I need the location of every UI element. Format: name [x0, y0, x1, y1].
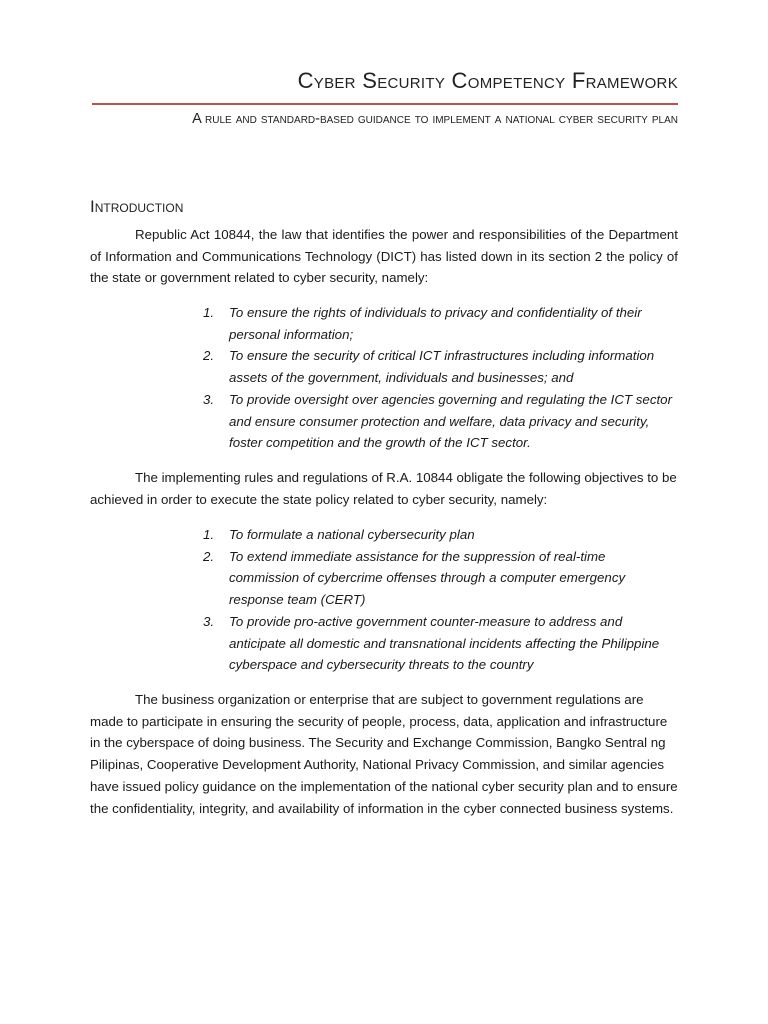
list-item-number: 2. [203, 548, 215, 564]
document-subtitle: A rule and standard-based guidance to implement a national cyber security plan [192, 111, 678, 127]
state-policy-list [203, 302, 678, 454]
list-item-number: 1. [203, 305, 215, 320]
list-item-number: 3. [203, 613, 215, 629]
list-item-text: To ensure the rights of individuals to privacy and confidentiality of their personal information; [229, 305, 642, 342]
intro-paragraph-1: Republic Act 10844, the law that identifies the power and responsibilities of the Department of Information and Communications Technology (DICT) has listed down in its section 2 the policy of the state or government related to cyber security, namely: [90, 227, 678, 286]
document-title: Cyber Security Competency Framework [297, 68, 678, 93]
list-item-number: 3. [203, 391, 215, 407]
list-item-text: To extend immediate assistance for the suppression of real-time commission of cybercrime offenses through a computer emergency response team (CERT) [229, 548, 626, 608]
list-item-text: To provide pro-active government counter-measure to address and anticipate all domestic and transnational incidents affecting the Philippine cyberspace and cybersecurity threats to the country [229, 613, 660, 673]
list-item-number: 2. [203, 348, 215, 364]
intro-paragraph-2: The implementing rules and regulations of R.A. 10844 obligate the following objectives to be achieved in order to execute the state policy related to cyber security, namely: [90, 470, 677, 507]
list-item-text: To provide oversight over agencies governing and regulating the ICT sector and ensure consumer protection and welfare, data privacy and security, foster competition and the growth of the ICT sector. [229, 391, 672, 451]
irr-objectives-list [203, 524, 663, 676]
list-item-text: To formulate a national cybersecurity plan [229, 527, 475, 542]
intro-paragraph-3: The business organization or enterprise that are subject to government regulations are made to participate in ensuring the security of people, process, data, application and infrastructure in the cyberspace of doing business. The Security and Exchange Commission, Bangko Sentral ng Pilipinas, Cooperative Development Authority, National Privacy Commission, and similar agencies have issued policy guidance on the implementation of the national cyber security plan and to ensure the confidentiality, integrity, and availability of information in the cyber connected business systems. [90, 692, 678, 816]
list-item [203, 302, 678, 345]
list-item-number: 1. [203, 527, 215, 542]
list-item [203, 611, 663, 676]
section-heading-introduction: Introduction [90, 197, 184, 216]
title-divider [92, 103, 678, 105]
list-item-text: To ensure the security of critical ICT infrastructures including information assets of the government, individuals and businesses; and [229, 348, 655, 386]
list-item [203, 345, 678, 388]
list-item [203, 524, 663, 546]
list-item [203, 389, 678, 454]
list-item [203, 546, 663, 611]
